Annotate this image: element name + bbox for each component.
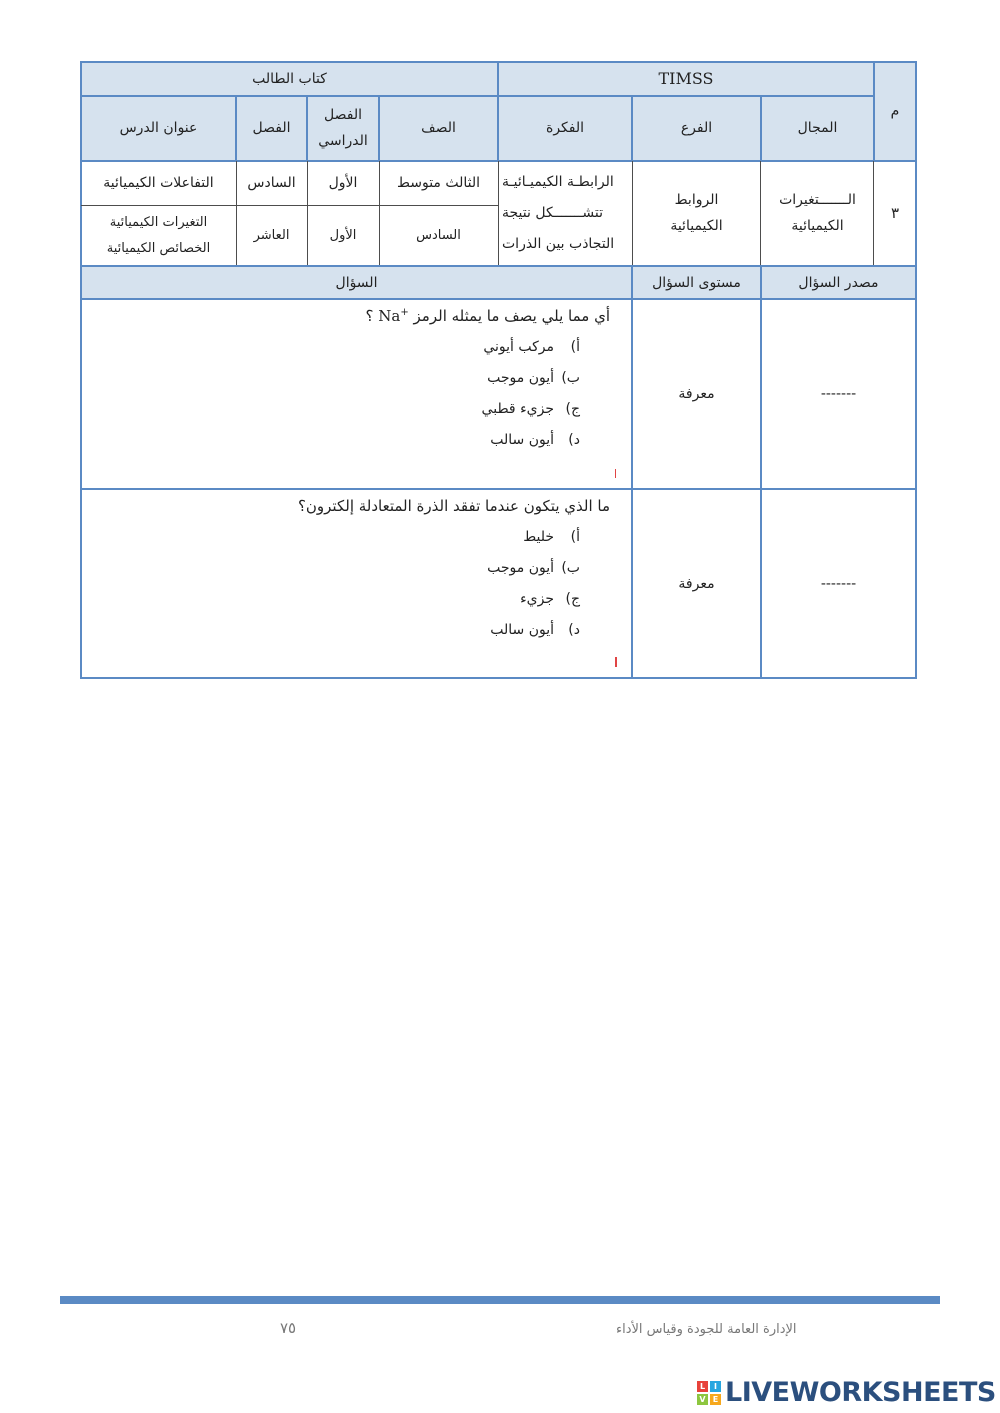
question-level-value: معرفة [678, 575, 715, 592]
answer-option[interactable]: أ)خليط [523, 529, 580, 545]
chapter-value: السادس [247, 174, 296, 191]
idea-column-header: الفكرة [498, 96, 632, 160]
semester-value: الأول [328, 174, 358, 191]
question-source-value: ------- [820, 386, 857, 402]
table-border [80, 265, 917, 267]
row-number: ٣ [890, 204, 900, 222]
table-border [81, 205, 498, 206]
question-level-value: معرفة [678, 386, 715, 402]
chapter-column-header: الفصل [236, 96, 307, 160]
semester-value: الأول [329, 227, 357, 243]
timss-header: TIMSS [498, 62, 874, 96]
table-border [632, 161, 633, 265]
domain-value: الـــــــتغيرات الكيميائية [779, 192, 856, 234]
logo-square: V [697, 1394, 708, 1405]
table-border [235, 95, 237, 161]
domain-column-header: المجال [761, 96, 874, 160]
logo-icon [697, 1381, 721, 1405]
table-border [498, 161, 499, 265]
idea-value: الرابطـة الكيميـائيـة تتشـــــــكل نتيجة التجاذب بين الذرات [502, 173, 615, 252]
logo-square: L [697, 1381, 708, 1392]
liveworksheets-logo[interactable] [697, 1377, 996, 1408]
table-border [760, 161, 761, 265]
student-book-header: كتاب الطالب [81, 62, 498, 96]
question-header: السؤال [81, 266, 632, 299]
table-border [873, 61, 875, 161]
table-border [306, 95, 308, 161]
col-number-header: م [874, 62, 916, 160]
table-border [760, 95, 762, 161]
table-border [760, 265, 762, 679]
table-border [80, 298, 917, 300]
table-border [80, 61, 82, 679]
answer-option[interactable]: أ)مركب أيوني [483, 339, 580, 355]
answer-option[interactable]: ج)جزيء [520, 591, 580, 607]
grade-value: الثالث متوسط [396, 174, 481, 191]
table-border [236, 161, 237, 265]
grade-value: السادس [416, 227, 461, 243]
lesson-title-value: التغيرات الكيميائية الخصائص الكيميائية [106, 214, 211, 256]
page-number: ٧٥ [280, 1319, 297, 1337]
answer-option[interactable]: ب)أيون موجب [487, 560, 580, 576]
answer-option[interactable]: د)أيون سالب [490, 432, 580, 448]
answer-mark [615, 469, 616, 478]
chapter-value: العاشر [253, 227, 290, 243]
logo-square: I [710, 1381, 721, 1392]
question-level-header: مستوى السؤال [632, 266, 761, 299]
table-border [80, 677, 917, 679]
table-border [307, 161, 308, 265]
semester-column-header: الفصل الدراسي [307, 96, 379, 160]
branch-column-header: الفرع [632, 96, 761, 160]
answer-mark [615, 657, 617, 667]
logo-wordmark: LIVEWORKSHEETS [725, 1377, 996, 1408]
table-border [379, 161, 380, 265]
table-border [873, 161, 874, 265]
lesson-title-value: التفاعلات الكيميائية [103, 174, 214, 191]
ion-symbol: Na+ [378, 307, 409, 325]
branch-value: الروابط الكيميائية [670, 192, 723, 234]
question-source-value: ------- [820, 575, 857, 592]
organization-name: الإدارة العامة للجودة وقياس الأداء [616, 1322, 797, 1337]
grade-column-header: الصف [379, 96, 498, 160]
question-text: أي مما يلي يصف ما يمثله الرمز Na+ ؟ [365, 307, 610, 325]
table-border [80, 488, 917, 490]
lesson-title-column-header: عنوان الدرس [81, 96, 236, 160]
table-border [80, 95, 874, 97]
table-border [631, 95, 633, 161]
logo-square: E [710, 1394, 721, 1405]
question-source-header: مصدر السؤال [761, 266, 916, 299]
question-text: ما الذي يتكون عندما تفقد الذرة المتعادلة إلكترون؟ [297, 497, 610, 515]
table-border [497, 61, 499, 161]
table-border [915, 61, 917, 679]
answer-option[interactable]: ب)أيون موجب [487, 370, 580, 386]
answer-option[interactable]: ج)جزيء قطبي [481, 401, 580, 417]
table-border [631, 265, 633, 679]
footer-bar [60, 1296, 940, 1304]
answer-option[interactable]: د)أيون سالب [490, 622, 580, 638]
table-border [378, 95, 380, 161]
